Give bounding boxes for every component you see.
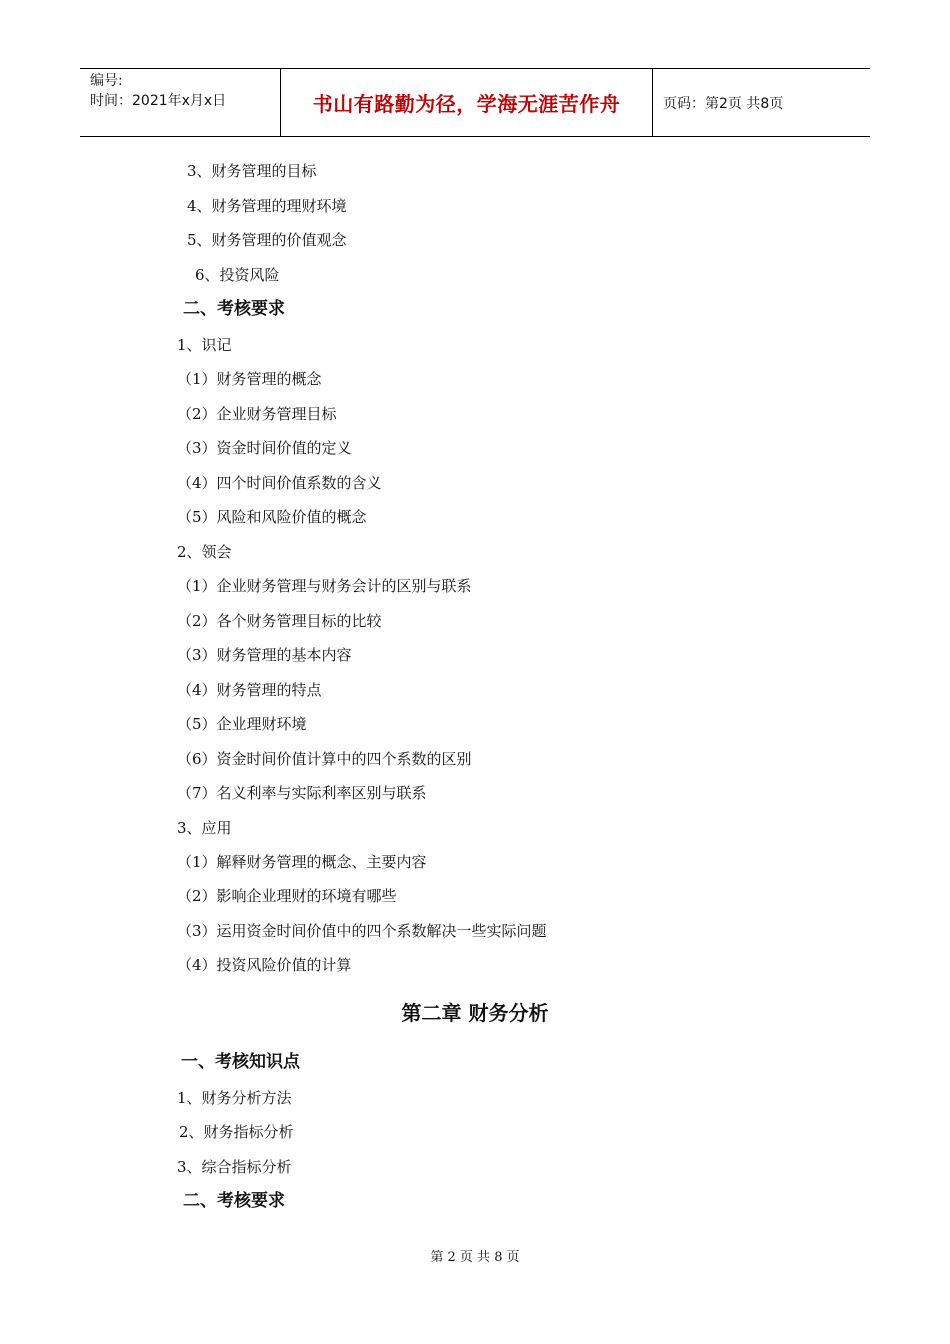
comprehend-item: （6）资金时间价值计算中的四个系数的区别 [177, 750, 472, 768]
apply-item: （3）运用资金时间价值中的四个系数解决一些实际问题 [177, 922, 547, 940]
apply-item: （2）影响企业理财的环境有哪些 [177, 887, 397, 905]
chapter-title: 第二章 财务分析 [401, 1001, 549, 1025]
document-number-label: 编号: [90, 73, 123, 89]
knowledge-point-3: 3、财务管理的目标 [187, 162, 317, 180]
chapter2-knowledge-heading: 一、考核知识点 [181, 1052, 300, 1072]
comprehend-item: （1）企业财务管理与财务会计的区别与联系 [177, 577, 472, 595]
page-footer: 第 2 页 共 8 页 [430, 1250, 520, 1265]
knowledge-point-6: 6、投资风险 [195, 266, 280, 284]
chapter2-knowledge-item: 1、财务分析方法 [177, 1089, 292, 1107]
header-motto: 书山有路勤为径，学海无涯苦作舟 [281, 69, 653, 136]
memorize-title: 1、识记 [177, 336, 232, 354]
apply-item: （1）解释财务管理的概念、主要内容 [177, 853, 427, 871]
chapter2-requirements-heading: 二、考核要求 [183, 1191, 285, 1211]
memorize-item: （1）财务管理的概念 [177, 370, 322, 388]
comprehend-title: 2、领会 [177, 543, 232, 561]
page-header [80, 68, 870, 137]
comprehend-item: （7）名义利率与实际利率区别与联系 [177, 784, 427, 802]
chapter2-knowledge-item: 2、财务指标分析 [179, 1123, 294, 1141]
knowledge-point-4: 4、财务管理的理财环境 [187, 197, 347, 215]
knowledge-point-5: 5、财务管理的价值观念 [187, 231, 347, 249]
memorize-item: （4）四个时间价值系数的含义 [177, 474, 382, 492]
comprehend-item: （5）企业理财环境 [177, 715, 307, 733]
comprehend-item: （3）财务管理的基本内容 [177, 646, 352, 664]
requirements-heading: 二、考核要求 [183, 299, 285, 319]
memorize-item: （5）风险和风险价值的概念 [177, 508, 367, 526]
chapter2-knowledge-item: 3、综合指标分析 [177, 1158, 292, 1176]
document-time-label: 时间：2021年x月x日 [90, 93, 227, 109]
memorize-item: （3）资金时间价值的定义 [177, 439, 352, 457]
comprehend-item: （2）各个财务管理目标的比较 [177, 612, 382, 630]
comprehend-item: （4）财务管理的特点 [177, 681, 322, 699]
apply-title: 3、应用 [177, 819, 232, 837]
memorize-item: （2）企业财务管理目标 [177, 405, 337, 423]
header-page-info: 页码：第2页 共8页 [663, 95, 784, 112]
header-meta [80, 69, 281, 136]
apply-item: （4）投资风险价值的计算 [177, 956, 352, 974]
